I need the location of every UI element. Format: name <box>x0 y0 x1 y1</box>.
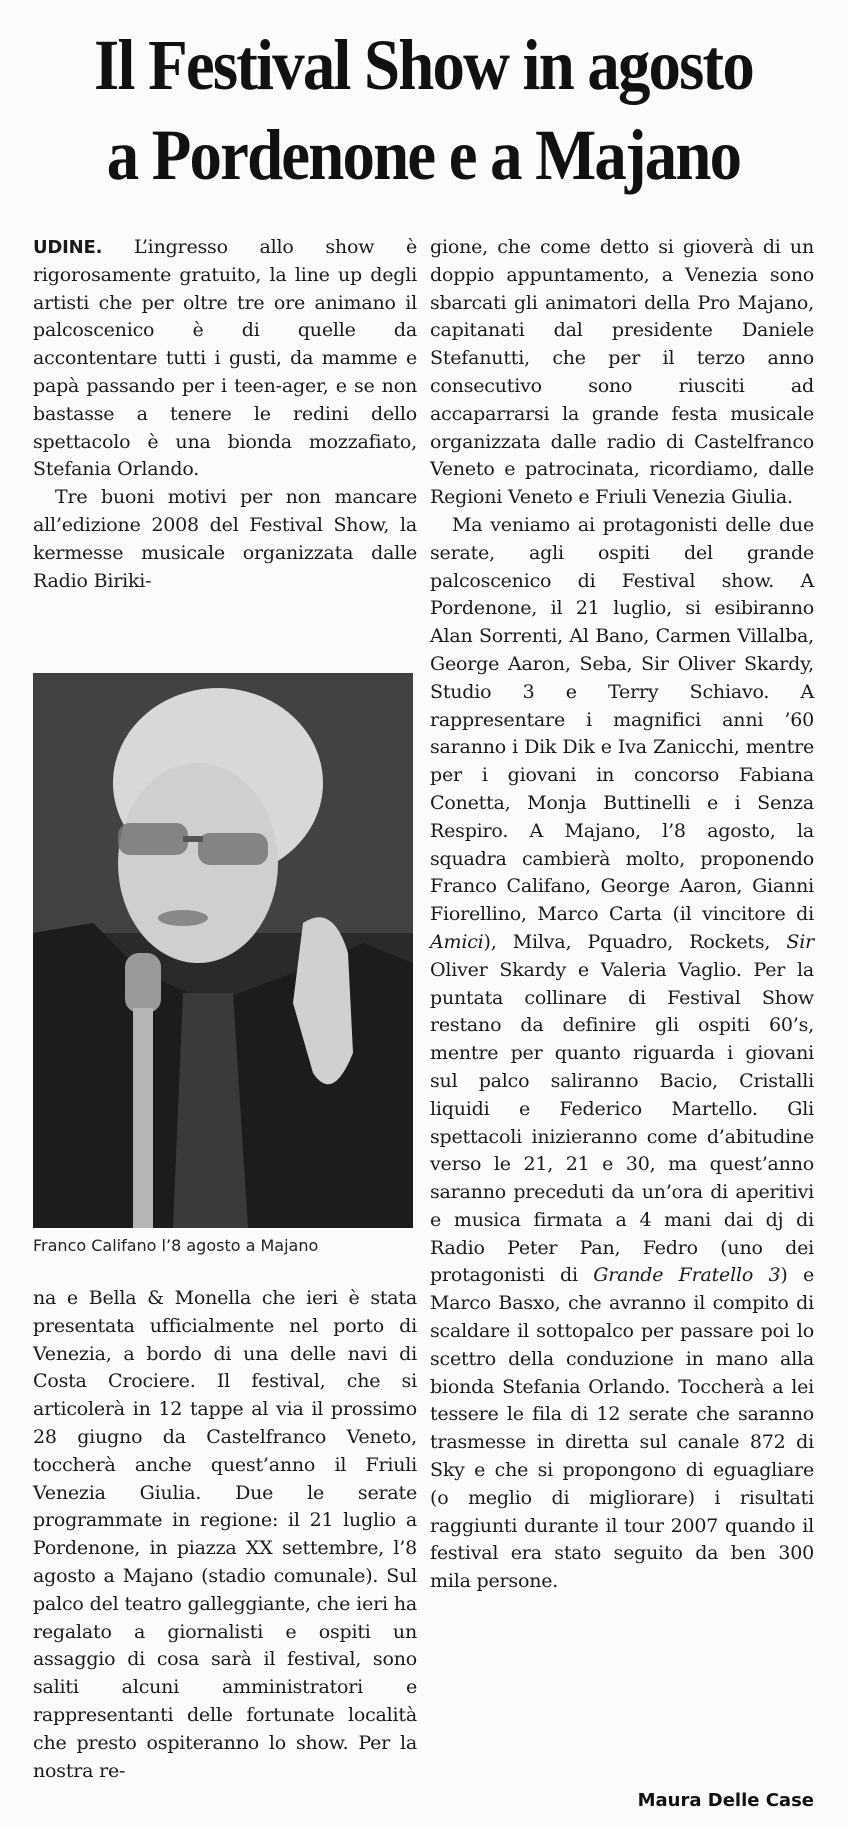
paragraph-1-text: L’ingresso allo show è rigorosamente gratuito, la line up degli artisti che per oltre tre ore animano il palcoscenico è di quelle da accontentare tutti i gusti, da mamme e papà passando per i teen-ager, e se non bastasse a tenere le redini dello spettacolo è una bionda mozzafiato, Stefania Orlando. <box>33 236 418 481</box>
dateline: UDINE. <box>33 237 103 258</box>
photo-franco-califano <box>33 673 413 1228</box>
right-column <box>430 234 814 1596</box>
paragraph-5-part-d: ) e Marco Basxo, che avranno il compito di scaldare il sottopalco per passare poi lo scettro della conduzione in mano alla bionda Stefania Orlando. Toccherà a lei tessere le fila di 12 serate che saranno trasmesse in diretta sul canale 872 di Sky e che si propongono di eguagliare (o meglio di migliorare) i risultati raggiunti durante il tour 2007 quando il festival era stato seguito da ben 300 mila persone. <box>430 1264 814 1593</box>
paragraph-5-part-c: Oliver Skardy e Valeria Vaglio. Per la puntata collinare di Festival Show restano da definire gli ospiti 60’s, mentre per quanto riguarda i giovani sul palco saliranno Bacio, Cristalli liquidi e Federico Martello. Gli spettacoli inizieranno come d’abitudine verso le 21, 21 e 30, ma quest’anno saranno preceduti da un’ora di aperitivi e musica firmata a 4 mani dai dj di Radio Peter Pan, Fedro (uno dei protagonisti di <box>430 958 814 1287</box>
paragraph-1 <box>33 234 417 484</box>
paragraph-5-part-b: ), Milva, Pquadro, Rockets, <box>483 930 787 953</box>
byline: Maura Delle Case <box>637 1790 814 1811</box>
top-fragment <box>300 0 500 10</box>
paragraph-2: Tre buoni motivi per non mancare all’edizione 2008 del Festival Show, la kermesse musicale organizzata dalle Radio Biriki- <box>33 486 417 592</box>
headline: Il Festival Show in agosto a Pordenone e a Majano <box>94 25 753 195</box>
amici-title: Amici <box>430 930 484 953</box>
left-column-bottom <box>33 1285 417 1785</box>
photo-illustration <box>33 673 413 1228</box>
paragraph-3: na e Bella & Monella che ieri è stata presentata ufficialmente nel porto di Venezia, a bordo di una delle navi di Costa Crociere. Il festival, che si articolerà in 12 tappe al via il prossimo 28 giugno da Castelfranco Veneto, toccherà anche quest’anno il Friuli Venezia Giulia. Due le serate programmate in regione: il 21 luglio a Pordenone, in piazza XX settembre, l’8 agosto a Majano (stadio comunale). Sul palco del teatro galleggiante, che ieri ha regalato a giornalisti e ospiti un assaggio di cosa sarà il festival, sono saliti alcuni amministratori e rappresentanti delle fortunate località che presto ospiteranno lo show. Per la nostra re- <box>33 1287 417 1782</box>
sir-text: Sir <box>786 930 814 953</box>
paragraph-5-part-a: Ma veniamo ai protagonisti delle due serate, agli ospiti del grande palcoscenico di Festival show. A Pordenone, il 21 luglio, si esibiranno Alan Sorrenti, Al Bano, Carmen Villalba, George Aaron, Seba, Sir Oliver Skardy, Studio 3 e Terry Schiavo. A rappresentare i magnifici anni ’60 saranno i Dik Dik e Iva Zanicchi, mentre per i giovani in concorso Fabiana Conetta, Monja Buttinelli e i Senza Respiro. A Majano, l’8 agosto, la squadra cambierà molto, proponendo Franco Califano, George Aaron, Gianni Fiorellino, Marco Carta (il vincitore di <box>430 513 814 926</box>
paragraph-5 <box>430 512 814 1596</box>
grande-fratello-title: Grande Fratello 3 <box>593 1264 781 1287</box>
left-column-top <box>33 234 417 595</box>
photo-caption: Franco Califano l’8 agosto a Majano <box>33 1236 319 1255</box>
paragraph-4: gione, che come detto si gioverà di un doppio appuntamento, a Venezia sono sbarcati gli animatori della Pro Majano, capitanati dal presidente Daniele Stefanutti, che per il terzo anno consecutivo sono riusciti ad accaparrarsi la grande festa musicale organizzata dalle radio di Castelfranco Veneto e patrocinata, ricordiamo, dalle Regioni Veneto e Friuli Venezia Giulia. <box>430 236 814 509</box>
